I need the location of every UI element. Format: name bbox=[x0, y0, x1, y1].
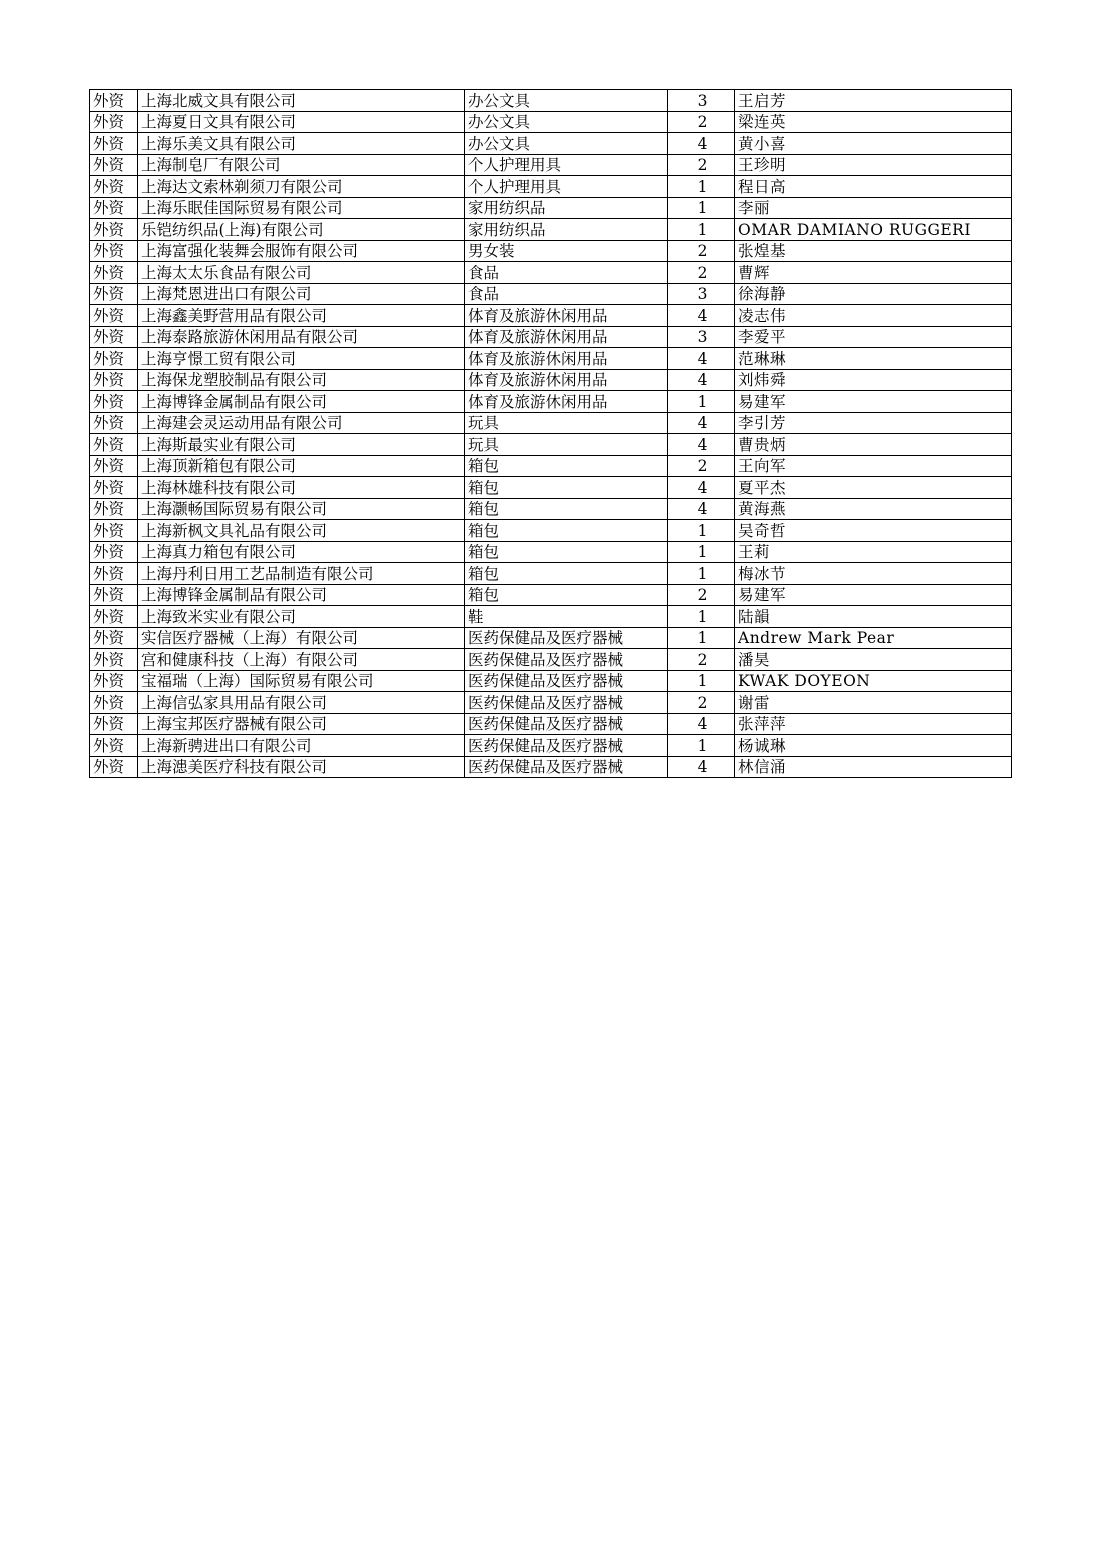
cell-type: 外资 bbox=[90, 262, 138, 284]
cell-category: 体育及旅游休闲用品 bbox=[465, 348, 668, 370]
table-row bbox=[90, 283, 1012, 305]
table-row bbox=[90, 90, 1012, 112]
table-row bbox=[90, 756, 1012, 778]
cell-contact: 曹辉 bbox=[735, 262, 1012, 284]
cell-type: 外资 bbox=[90, 434, 138, 456]
table-row bbox=[90, 111, 1012, 133]
cell-contact: 张煌基 bbox=[735, 240, 1012, 262]
table-row bbox=[90, 369, 1012, 391]
cell-contact: 李引芳 bbox=[735, 412, 1012, 434]
cell-company: 上海建会灵运动用品有限公司 bbox=[138, 412, 465, 434]
cell-company: 上海灏畅国际贸易有限公司 bbox=[138, 498, 465, 520]
cell-type: 外资 bbox=[90, 412, 138, 434]
cell-category: 体育及旅游休闲用品 bbox=[465, 391, 668, 413]
cell-type: 外资 bbox=[90, 713, 138, 735]
cell-count: 1 bbox=[668, 541, 735, 563]
table-row bbox=[90, 649, 1012, 671]
cell-category: 箱包 bbox=[465, 541, 668, 563]
cell-category: 箱包 bbox=[465, 455, 668, 477]
cell-count: 1 bbox=[668, 606, 735, 628]
cell-company: 上海宝邦医疗器械有限公司 bbox=[138, 713, 465, 735]
cell-category: 医药保健品及医疗器械 bbox=[465, 735, 668, 757]
cell-count: 4 bbox=[668, 434, 735, 456]
cell-type: 外资 bbox=[90, 606, 138, 628]
cell-count: 2 bbox=[668, 692, 735, 714]
cell-count: 3 bbox=[668, 326, 735, 348]
cell-contact: 范琳琳 bbox=[735, 348, 1012, 370]
cell-type: 外资 bbox=[90, 692, 138, 714]
cell-type: 外资 bbox=[90, 649, 138, 671]
cell-company: 上海北威文具有限公司 bbox=[138, 90, 465, 112]
cell-count: 1 bbox=[668, 670, 735, 692]
cell-category: 箱包 bbox=[465, 584, 668, 606]
cell-company: 上海林雄科技有限公司 bbox=[138, 477, 465, 499]
cell-category: 办公文具 bbox=[465, 90, 668, 112]
cell-category: 医药保健品及医疗器械 bbox=[465, 649, 668, 671]
cell-type: 外资 bbox=[90, 563, 138, 585]
table-row bbox=[90, 348, 1012, 370]
cell-category: 食品 bbox=[465, 283, 668, 305]
cell-count: 4 bbox=[668, 348, 735, 370]
cell-contact: 李丽 bbox=[735, 197, 1012, 219]
cell-count: 1 bbox=[668, 735, 735, 757]
cell-company: 上海博锋金属制品有限公司 bbox=[138, 584, 465, 606]
table-row bbox=[90, 563, 1012, 585]
cell-company: 上海乐眠佳国际贸易有限公司 bbox=[138, 197, 465, 219]
cell-type: 外资 bbox=[90, 283, 138, 305]
cell-type: 外资 bbox=[90, 176, 138, 198]
cell-count: 4 bbox=[668, 498, 735, 520]
table-body bbox=[90, 90, 1012, 778]
cell-category: 男女装 bbox=[465, 240, 668, 262]
cell-contact: OMAR DAMIANO RUGGERI bbox=[735, 219, 1012, 241]
table-row bbox=[90, 154, 1012, 176]
cell-count: 4 bbox=[668, 412, 735, 434]
cell-count: 2 bbox=[668, 649, 735, 671]
cell-contact: KWAK DOYEON bbox=[735, 670, 1012, 692]
table-row bbox=[90, 262, 1012, 284]
cell-category: 个人护理用具 bbox=[465, 176, 668, 198]
cell-contact: 李爱平 bbox=[735, 326, 1012, 348]
company-table bbox=[89, 89, 1012, 778]
cell-type: 外资 bbox=[90, 477, 138, 499]
cell-contact: 谢雷 bbox=[735, 692, 1012, 714]
cell-company: 宝福瑞（上海）国际贸易有限公司 bbox=[138, 670, 465, 692]
cell-company: 宫和健康科技（上海）有限公司 bbox=[138, 649, 465, 671]
cell-company: 上海博锋金属制品有限公司 bbox=[138, 391, 465, 413]
cell-count: 1 bbox=[668, 219, 735, 241]
cell-company: 上海保龙塑胶制品有限公司 bbox=[138, 369, 465, 391]
cell-type: 外资 bbox=[90, 756, 138, 778]
cell-contact: 凌志伟 bbox=[735, 305, 1012, 327]
cell-type: 外资 bbox=[90, 154, 138, 176]
table-row bbox=[90, 520, 1012, 542]
cell-category: 鞋 bbox=[465, 606, 668, 628]
cell-contact: 张萍萍 bbox=[735, 713, 1012, 735]
cell-category: 家用纺织品 bbox=[465, 219, 668, 241]
cell-count: 3 bbox=[668, 283, 735, 305]
cell-category: 医药保健品及医疗器械 bbox=[465, 713, 668, 735]
table-row bbox=[90, 434, 1012, 456]
cell-contact: 黄小喜 bbox=[735, 133, 1012, 155]
table-row bbox=[90, 412, 1012, 434]
cell-company: 上海漶美医疗科技有限公司 bbox=[138, 756, 465, 778]
cell-type: 外资 bbox=[90, 455, 138, 477]
cell-company: 上海鑫美野营用品有限公司 bbox=[138, 305, 465, 327]
cell-count: 2 bbox=[668, 154, 735, 176]
cell-category: 体育及旅游休闲用品 bbox=[465, 326, 668, 348]
table-row bbox=[90, 176, 1012, 198]
cell-category: 办公文具 bbox=[465, 133, 668, 155]
cell-company: 上海致米实业有限公司 bbox=[138, 606, 465, 628]
table-row bbox=[90, 713, 1012, 735]
cell-contact: 王莉 bbox=[735, 541, 1012, 563]
table-row bbox=[90, 541, 1012, 563]
cell-type: 外资 bbox=[90, 305, 138, 327]
cell-count: 4 bbox=[668, 369, 735, 391]
cell-category: 箱包 bbox=[465, 477, 668, 499]
cell-type: 外资 bbox=[90, 111, 138, 133]
cell-category: 玩具 bbox=[465, 434, 668, 456]
cell-type: 外资 bbox=[90, 627, 138, 649]
cell-contact: 梅冰节 bbox=[735, 563, 1012, 585]
cell-contact: 程日高 bbox=[735, 176, 1012, 198]
table-row bbox=[90, 391, 1012, 413]
cell-count: 1 bbox=[668, 520, 735, 542]
cell-count: 3 bbox=[668, 90, 735, 112]
cell-company: 上海新枫文具礼品有限公司 bbox=[138, 520, 465, 542]
table-row bbox=[90, 219, 1012, 241]
cell-contact: Andrew Mark Pear bbox=[735, 627, 1012, 649]
cell-company: 上海梵恩进出口有限公司 bbox=[138, 283, 465, 305]
cell-category: 办公文具 bbox=[465, 111, 668, 133]
cell-contact: 夏平杰 bbox=[735, 477, 1012, 499]
cell-category: 箱包 bbox=[465, 563, 668, 585]
cell-count: 1 bbox=[668, 627, 735, 649]
cell-category: 食品 bbox=[465, 262, 668, 284]
table-row bbox=[90, 477, 1012, 499]
table-row bbox=[90, 692, 1012, 714]
cell-company: 上海夏日文具有限公司 bbox=[138, 111, 465, 133]
cell-company: 上海斯最实业有限公司 bbox=[138, 434, 465, 456]
cell-count: 4 bbox=[668, 133, 735, 155]
cell-contact: 王启芳 bbox=[735, 90, 1012, 112]
cell-contact: 陆韻 bbox=[735, 606, 1012, 628]
cell-count: 4 bbox=[668, 713, 735, 735]
cell-company: 上海制皂厂有限公司 bbox=[138, 154, 465, 176]
cell-type: 外资 bbox=[90, 133, 138, 155]
cell-company: 上海顶新箱包有限公司 bbox=[138, 455, 465, 477]
cell-contact: 吴奇哲 bbox=[735, 520, 1012, 542]
cell-count: 4 bbox=[668, 477, 735, 499]
cell-category: 医药保健品及医疗器械 bbox=[465, 756, 668, 778]
cell-company: 乐铠纺织品(上海)有限公司 bbox=[138, 219, 465, 241]
cell-count: 2 bbox=[668, 584, 735, 606]
table-row bbox=[90, 240, 1012, 262]
cell-contact: 潘昊 bbox=[735, 649, 1012, 671]
cell-contact: 曹贵炳 bbox=[735, 434, 1012, 456]
cell-company: 上海真力箱包有限公司 bbox=[138, 541, 465, 563]
table-row bbox=[90, 455, 1012, 477]
cell-contact: 徐海静 bbox=[735, 283, 1012, 305]
cell-count: 4 bbox=[668, 305, 735, 327]
cell-count: 2 bbox=[668, 240, 735, 262]
cell-type: 外资 bbox=[90, 197, 138, 219]
cell-type: 外资 bbox=[90, 369, 138, 391]
table-row bbox=[90, 197, 1012, 219]
cell-type: 外资 bbox=[90, 348, 138, 370]
cell-count: 2 bbox=[668, 455, 735, 477]
cell-count: 2 bbox=[668, 111, 735, 133]
cell-category: 家用纺织品 bbox=[465, 197, 668, 219]
cell-count: 1 bbox=[668, 563, 735, 585]
cell-type: 外资 bbox=[90, 498, 138, 520]
cell-count: 4 bbox=[668, 756, 735, 778]
table-row bbox=[90, 584, 1012, 606]
cell-type: 外资 bbox=[90, 326, 138, 348]
cell-category: 个人护理用具 bbox=[465, 154, 668, 176]
cell-type: 外资 bbox=[90, 670, 138, 692]
table-row bbox=[90, 133, 1012, 155]
cell-company: 上海丹利日用工艺品制造有限公司 bbox=[138, 563, 465, 585]
cell-type: 外资 bbox=[90, 735, 138, 757]
cell-type: 外资 bbox=[90, 541, 138, 563]
cell-type: 外资 bbox=[90, 90, 138, 112]
cell-category: 箱包 bbox=[465, 520, 668, 542]
table-row bbox=[90, 498, 1012, 520]
table-row bbox=[90, 305, 1012, 327]
cell-contact: 林信涌 bbox=[735, 756, 1012, 778]
cell-company: 上海达文索林剃须刀有限公司 bbox=[138, 176, 465, 198]
cell-contact: 梁连英 bbox=[735, 111, 1012, 133]
cell-type: 外资 bbox=[90, 240, 138, 262]
cell-contact: 易建军 bbox=[735, 584, 1012, 606]
cell-category: 玩具 bbox=[465, 412, 668, 434]
cell-category: 医药保健品及医疗器械 bbox=[465, 670, 668, 692]
cell-count: 1 bbox=[668, 197, 735, 219]
cell-category: 医药保健品及医疗器械 bbox=[465, 627, 668, 649]
cell-company: 实信医疗器械（上海）有限公司 bbox=[138, 627, 465, 649]
table-row bbox=[90, 627, 1012, 649]
cell-type: 外资 bbox=[90, 584, 138, 606]
cell-company: 上海信弘家具用品有限公司 bbox=[138, 692, 465, 714]
cell-company: 上海新骋进出口有限公司 bbox=[138, 735, 465, 757]
cell-count: 2 bbox=[668, 262, 735, 284]
cell-category: 箱包 bbox=[465, 498, 668, 520]
table-row bbox=[90, 670, 1012, 692]
cell-contact: 易建军 bbox=[735, 391, 1012, 413]
cell-type: 外资 bbox=[90, 520, 138, 542]
table-row bbox=[90, 326, 1012, 348]
cell-count: 1 bbox=[668, 176, 735, 198]
cell-company: 上海乐美文具有限公司 bbox=[138, 133, 465, 155]
cell-company: 上海泰路旅游休闲用品有限公司 bbox=[138, 326, 465, 348]
table-row bbox=[90, 735, 1012, 757]
cell-contact: 王向军 bbox=[735, 455, 1012, 477]
cell-type: 外资 bbox=[90, 391, 138, 413]
cell-contact: 杨诚琳 bbox=[735, 735, 1012, 757]
cell-contact: 黄海燕 bbox=[735, 498, 1012, 520]
cell-company: 上海富强化装舞会服饰有限公司 bbox=[138, 240, 465, 262]
cell-company: 上海太太乐食品有限公司 bbox=[138, 262, 465, 284]
cell-type: 外资 bbox=[90, 219, 138, 241]
cell-contact: 王珍明 bbox=[735, 154, 1012, 176]
cell-contact: 刘炜舜 bbox=[735, 369, 1012, 391]
cell-category: 医药保健品及医疗器械 bbox=[465, 692, 668, 714]
cell-category: 体育及旅游休闲用品 bbox=[465, 305, 668, 327]
cell-category: 体育及旅游休闲用品 bbox=[465, 369, 668, 391]
cell-count: 1 bbox=[668, 391, 735, 413]
cell-company: 上海亨憬工贸有限公司 bbox=[138, 348, 465, 370]
table-row bbox=[90, 606, 1012, 628]
